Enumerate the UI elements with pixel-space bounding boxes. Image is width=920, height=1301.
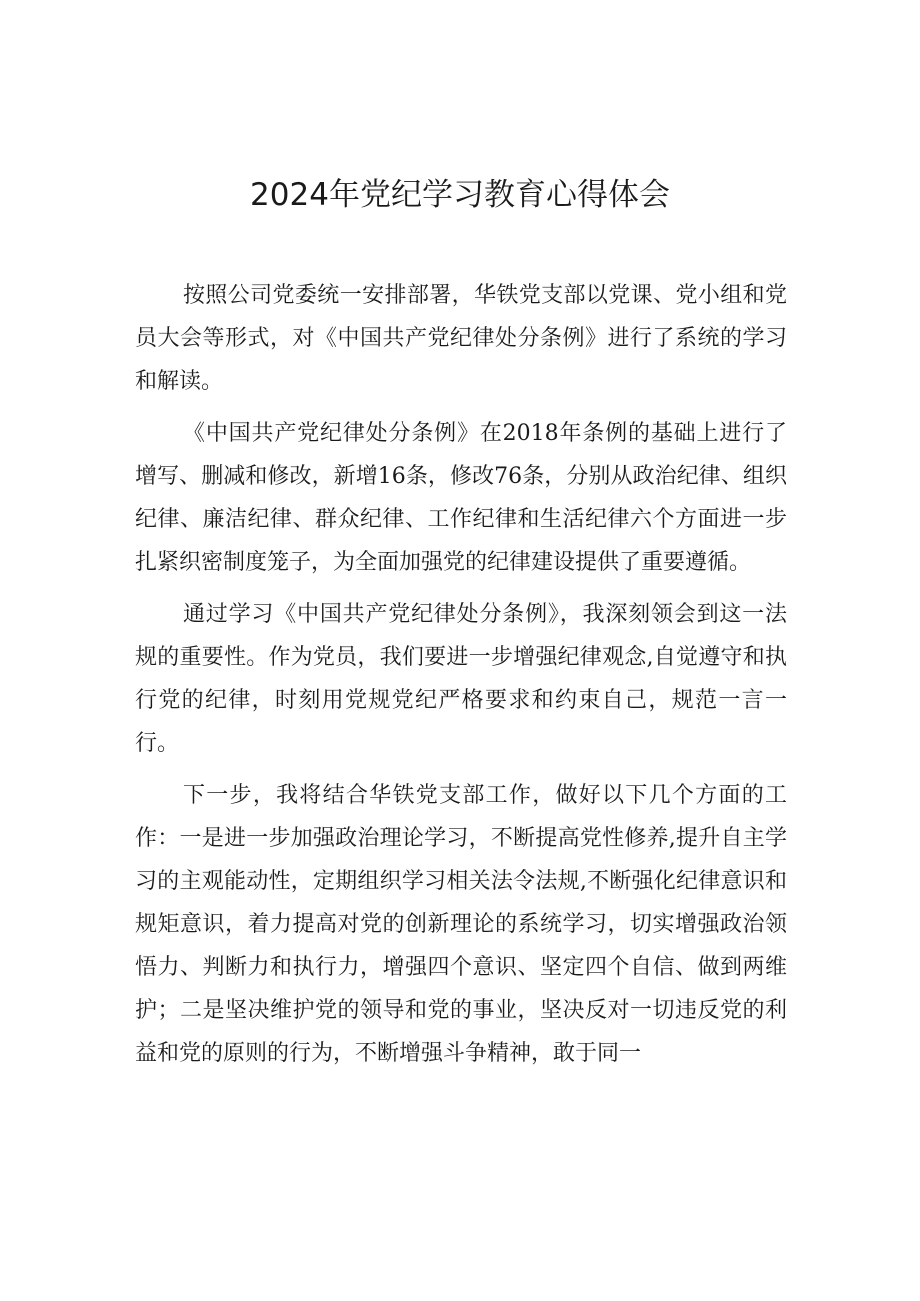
document-title: 2024年党纪学习教育心得体会 xyxy=(250,177,670,213)
paragraph-4: 下一步，我将结合华铁党支部工作，做好以下几个方面的工作：一是进一步加强政治理论学习，不断提高党性修养,提升自主学习的主观能动性，定期组织学习相关法令法规,不断强化纪律意识和规矩意识，着力提高对党的创新理论的系统学习，切实增强政治领悟力、判断力和执行力，增强四个意识、坚定四个自信、做到两维护；二是坚决维护党的领导和党的事业，坚决反对一切违反党的利益和党的原则的行为，不断增强斗争精神，敢于同一 xyxy=(135,783,787,1066)
paragraph-1: 按照公司党委统一安排部署，华铁党支部以党课、党小组和党员大会等形式，对《中国共产党纪律处分条例》进行了系统的学习和解读。 xyxy=(135,283,787,394)
paragraph-2: 《中国共产党纪律处分条例》在2018年条例的基础上进行了增写、删减和修改，新增16条，修改76条，分别从政治纪律、组织纪律、廉洁纪律、群众纪律、工作纪律和生活纪律六个方面进一步扎紧织密制度笼子，为全面加强党的纪律建设提供了重要遵循。 xyxy=(135,421,787,575)
document-body xyxy=(135,274,787,1084)
paragraph-3: 通过学习《中国共产党纪律处分条例》，我深刻领会到这一法规的重要性。作为党员，我们要进一步增强纪律观念,自觉遵守和执行党的纪律，时刻用党规党纪严格要求和约束自己，规范一言一行。 xyxy=(135,602,787,756)
